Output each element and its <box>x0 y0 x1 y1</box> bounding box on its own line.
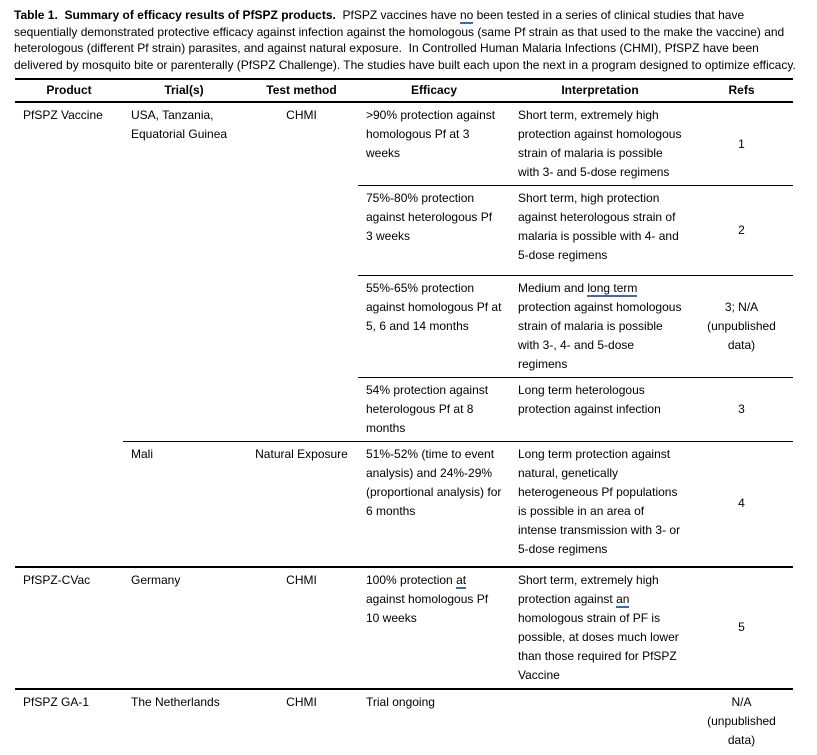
efficacy-cell <box>358 186 510 276</box>
interpretation-cell <box>510 276 690 378</box>
efficacy-text: 75%-80% protection against heterologous Pf 3 weeks <box>366 191 493 243</box>
grammar-underline-an: an <box>616 591 630 606</box>
interpretation-text: Short term, extremely high protection against <box>518 572 659 606</box>
efficacy-cell <box>358 276 510 378</box>
refs-cell: 2 <box>690 186 793 276</box>
trial-cell: Mali <box>123 442 245 567</box>
header-refs: Refs <box>690 79 793 102</box>
table-caption-title: Table 1. Summary of efficacy results of PfSPZ products. <box>14 8 336 22</box>
interpretation-cell <box>510 689 690 753</box>
table-row <box>15 102 793 186</box>
efficacy-text: 51%-52% (time to event analysis) and 24%-29% (proportional analysis) for 6 months <box>366 447 502 518</box>
table-row <box>15 689 793 753</box>
efficacy-text: 55%-65% protection against homologous Pf at 5, 6 and 14 months <box>366 281 502 333</box>
efficacy-text: 54% protection against heterologous Pf at 8 months <box>366 383 489 435</box>
header-test-method: Test method <box>245 79 358 102</box>
intro-paragraph <box>14 7 806 73</box>
table-row <box>15 567 793 689</box>
refs-cell: 4 <box>690 442 793 567</box>
header-trials: Trial(s) <box>123 79 245 102</box>
header-row <box>15 79 793 102</box>
product-cell: PfSPZ Vaccine <box>23 108 103 122</box>
interpretation-text: Long term protection against natural, genetically heterogeneous Pf populations is possible in an area of intense transmission with 3- or 5-dose regimens <box>518 447 681 556</box>
interpretation-text: Short term, high protection against heterologous strain of malaria is possible with 4- and 5-dose regimens <box>518 191 679 262</box>
refs-cell: 1 <box>738 136 745 151</box>
efficacy-cell <box>358 689 510 753</box>
grammar-underline-long-term: long term <box>587 281 638 295</box>
efficacy-cell <box>358 442 510 567</box>
efficacy-text: 100% protection <box>366 572 457 587</box>
trial-cell: Germany <box>123 567 245 689</box>
refs-cell: 3; N/A (unpublished data) <box>690 276 793 378</box>
interpretation-cell <box>510 378 690 442</box>
trial-cell: The Netherlands <box>123 689 245 753</box>
product-cell: PfSPZ-CVac <box>15 567 123 689</box>
header-product: Product <box>15 79 123 102</box>
trial-cell: USA, Tanzania, Equatorial Guinea <box>131 108 228 141</box>
interpretation-cell <box>510 102 690 186</box>
intro-text-post: been tested in a series of clinical studies that have sequentially demonstrated protective efficacy against infection against the homologous (same Pf strain as that used to the make the vaccine) and heterologous (different Pf strain) parasites, and against natural exposure. In Controlled Human Malaria Infections (CHMI), PfSPZ have been delivered by mosquito bite or parenterally (PfSPZ Challenge). The studies have built each upon the next in a program designed to optimize efficacy. <box>14 8 796 72</box>
method-cell: CHMI <box>245 689 358 753</box>
header-efficacy: Efficacy <box>358 79 510 102</box>
method-cell: CHMI <box>286 108 317 122</box>
header-interpretation: Interpretation <box>510 79 690 102</box>
efficacy-text: Trial ongoing <box>366 694 435 709</box>
product-cell: PfSPZ GA-1 <box>15 689 123 753</box>
interpretation-cell <box>510 186 690 276</box>
intro-text-pre: PfSPZ vaccines have <box>335 8 460 22</box>
interpretation-cell <box>510 442 690 567</box>
interpretation-text: homologous strain of PF is possible, at doses much lower than those required for PfSPZ Vaccine <box>518 610 679 682</box>
refs-cell: 3 <box>690 378 793 442</box>
efficacy-summary-table <box>15 78 793 753</box>
efficacy-cell <box>358 378 510 442</box>
refs-cell: N/A (unpublished data) <box>690 689 793 753</box>
grammar-underline-at: at <box>456 572 467 587</box>
table-row <box>15 442 793 567</box>
efficacy-cell <box>358 567 510 689</box>
refs-cell: 5 <box>690 567 793 689</box>
interpretation-text: protection against homologous strain of malaria is possible with 3-, 4- and 5-dose regimens <box>518 300 682 371</box>
method-cell: CHMI <box>245 567 358 689</box>
efficacy-text: against homologous Pf 10 weeks <box>366 591 489 625</box>
interpretation-text: Short term, extremely high protection against homologous strain of malaria is possible with 3- and 5-dose regimens <box>518 108 682 179</box>
grammar-underline-no: no <box>459 8 474 22</box>
efficacy-cell <box>358 102 510 186</box>
interpretation-text: Medium and <box>518 281 588 295</box>
interpretation-text: Long term heterologous protection against infection <box>518 383 661 416</box>
interpretation-cell <box>510 567 690 689</box>
method-cell: Natural Exposure <box>245 442 358 567</box>
efficacy-text: >90% protection against homologous Pf at 3 weeks <box>366 108 496 160</box>
